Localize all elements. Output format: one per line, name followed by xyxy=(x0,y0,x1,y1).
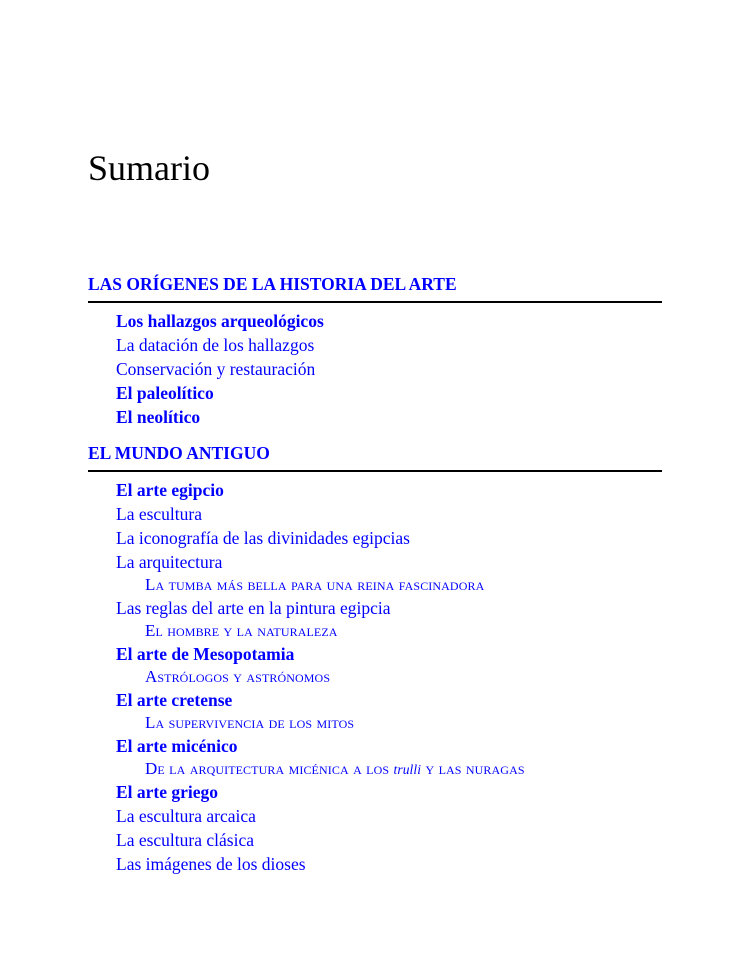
toc-entry xyxy=(88,712,662,734)
toc-entry-text: La escultura xyxy=(116,504,202,524)
toc-entry-text: La datación de los hallazgos xyxy=(116,335,315,355)
toc-entry-link[interactable] xyxy=(116,381,214,405)
toc-subentry-link[interactable] xyxy=(145,712,354,733)
toc-entry-link[interactable] xyxy=(116,502,202,526)
toc-entry-text-after: y las nuragas xyxy=(421,759,525,778)
toc-entry xyxy=(88,405,662,429)
toc-section xyxy=(88,273,662,429)
toc-entry-link[interactable] xyxy=(116,526,410,550)
toc-entry xyxy=(88,574,662,596)
toc-entry-text: La tumba más bella para una reina fascinadora xyxy=(145,575,485,594)
toc-entry-text: La arquitectura xyxy=(116,552,223,572)
toc-entry xyxy=(88,478,662,502)
toc-entry-link[interactable] xyxy=(116,405,200,429)
toc-subentry-link[interactable] xyxy=(145,574,484,595)
toc-entry-text: El arte egipcio xyxy=(116,480,224,500)
toc-entry xyxy=(88,758,662,780)
toc-entry-link[interactable] xyxy=(116,478,224,502)
toc-entry xyxy=(88,333,662,357)
toc-entry xyxy=(88,357,662,381)
toc-entry-link[interactable] xyxy=(116,596,391,620)
toc-entry-text: Las reglas del arte en la pintura egipcia xyxy=(116,598,391,618)
toc-entry-text: El arte cretense xyxy=(116,690,233,710)
toc-entry-text: La escultura arcaica xyxy=(116,806,256,826)
toc-entry-link[interactable] xyxy=(116,357,315,381)
toc-entry xyxy=(88,852,662,876)
toc-entry-link[interactable] xyxy=(116,333,314,357)
toc-section-heading[interactable]: LAS ORÍGENES DE LA HISTORIA DEL ARTE xyxy=(88,273,662,303)
toc-subentry-link[interactable] xyxy=(145,758,525,780)
toc-entry xyxy=(88,666,662,688)
toc-entry xyxy=(88,550,662,574)
toc-entry-link[interactable] xyxy=(116,550,222,574)
toc-entry-link[interactable] xyxy=(116,828,254,852)
toc-entry-link[interactable] xyxy=(116,734,237,758)
toc-entry-text: Conservación y restauración xyxy=(116,359,316,379)
toc-entry xyxy=(88,642,662,666)
toc-entry-link[interactable] xyxy=(116,780,218,804)
toc-entry xyxy=(88,828,662,852)
toc-entry-text: Astrólogos y astrónomos xyxy=(145,667,331,686)
toc-entry-list xyxy=(88,478,662,876)
toc-entry xyxy=(88,688,662,712)
toc-entry-link[interactable] xyxy=(116,804,256,828)
toc-entry xyxy=(88,804,662,828)
toc-entry-text: El paleolítico xyxy=(116,383,214,403)
toc-entry-italic: trulli xyxy=(393,762,422,777)
toc-entry-text: Los hallazgos arqueológicos xyxy=(116,311,324,331)
toc-subentry-link[interactable] xyxy=(145,620,338,641)
toc-entry-text: El arte de Mesopotamia xyxy=(116,644,295,664)
toc-entry xyxy=(88,526,662,550)
toc-entry-text: De la arquitectura micénica a los xyxy=(145,759,394,778)
toc-entry xyxy=(88,309,662,333)
toc-entry-text: El neolítico xyxy=(116,407,201,427)
toc-section xyxy=(88,442,662,876)
toc-entry-list xyxy=(88,309,662,429)
toc-entry-link[interactable] xyxy=(116,309,324,333)
toc-entry xyxy=(88,620,662,642)
toc-entry-text: El arte griego xyxy=(116,782,219,802)
toc-entry xyxy=(88,734,662,758)
page-title: Sumario xyxy=(88,148,210,188)
toc-entry-text: La iconografía de las divinidades egipcias xyxy=(116,528,410,548)
toc-entry xyxy=(88,596,662,620)
toc-entry-link[interactable] xyxy=(116,688,232,712)
toc-section-heading[interactable]: EL MUNDO ANTIGUO xyxy=(88,442,662,472)
toc-entry-text: Las imágenes de los dioses xyxy=(116,854,306,874)
toc-entry-text: La escultura clásica xyxy=(116,830,254,850)
toc-entry xyxy=(88,502,662,526)
toc-entry xyxy=(88,381,662,405)
toc-subentry-link[interactable] xyxy=(145,666,330,687)
toc-entry-link[interactable] xyxy=(116,852,306,876)
toc-entry-text: La supervivencia de los mitos xyxy=(145,713,355,732)
toc-entry-link[interactable] xyxy=(116,642,294,666)
table-of-contents xyxy=(88,270,662,876)
toc-entry-text: El arte micénico xyxy=(116,736,238,756)
toc-entry xyxy=(88,780,662,804)
toc-entry-text: El hombre y la naturaleza xyxy=(145,621,338,640)
